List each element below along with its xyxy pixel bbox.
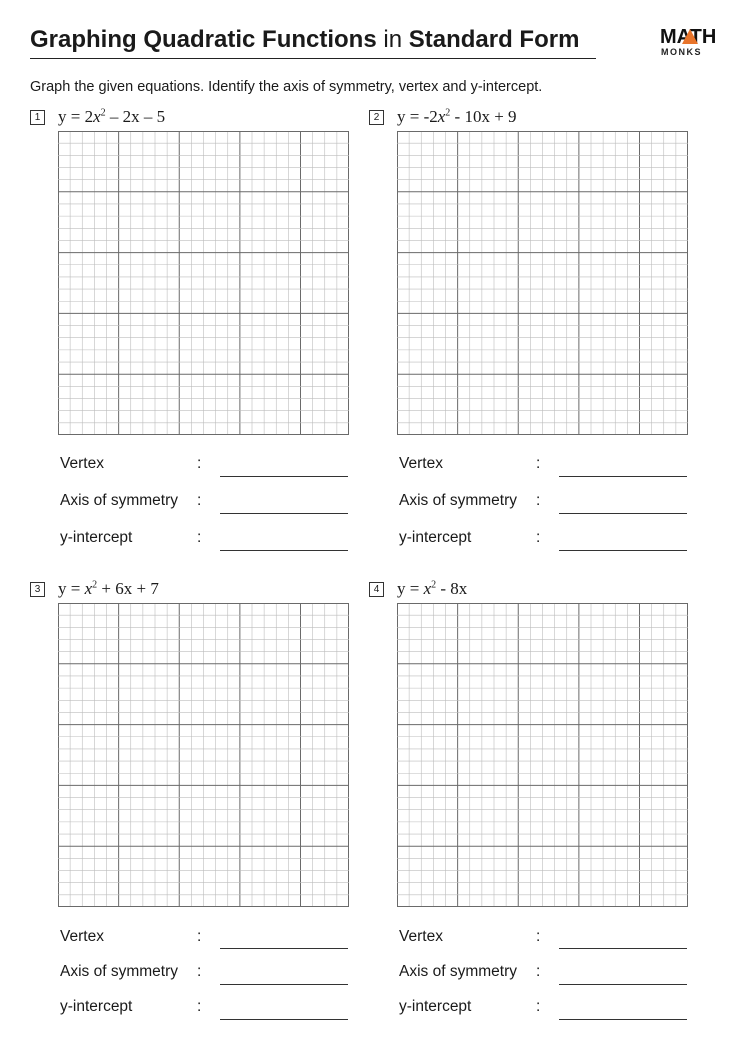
axis-label: Axis of symmetry xyxy=(60,492,178,509)
yint-label: y-intercept xyxy=(399,998,472,1015)
axis-answer-line[interactable] xyxy=(559,513,687,514)
axis-answer-line[interactable] xyxy=(559,984,687,985)
colon: : xyxy=(536,998,541,1015)
vertex-label: Vertex xyxy=(60,455,104,472)
equation: $y = x^2 + 6x + 7$ xyxy=(58,579,159,598)
instructions: Graph the given equations. Identify the axis of symmetry, vertex and y-intercept. xyxy=(30,79,543,95)
colon: : xyxy=(197,529,202,546)
logo-text-bottom: MONKS xyxy=(661,47,702,57)
colon: : xyxy=(197,963,202,980)
colon: : xyxy=(536,529,541,546)
problem-1 xyxy=(30,107,360,557)
vertex-answer-line[interactable] xyxy=(559,476,687,477)
yint-label: y-intercept xyxy=(399,529,472,546)
problem-number: 4 xyxy=(369,582,384,597)
axis-answer-line[interactable] xyxy=(220,984,348,985)
equation: $y = -2x^2 - 10x + 9$ xyxy=(397,107,517,126)
title-underline xyxy=(30,58,596,59)
vertex-label: Vertex xyxy=(399,455,443,472)
title-form: Standard Form xyxy=(408,26,580,53)
math-monks-logo xyxy=(660,26,716,60)
colon: : xyxy=(536,963,541,980)
vertex-answer-line[interactable] xyxy=(220,948,348,949)
logo-triangle-icon xyxy=(682,29,698,44)
yint-answer-line[interactable] xyxy=(559,1019,687,1020)
colon: : xyxy=(197,928,202,945)
yint-answer-line[interactable] xyxy=(559,550,687,551)
equation: $y = 2x^2 - 2x - 5$ xyxy=(58,107,166,126)
colon: : xyxy=(197,455,202,472)
graph-grid[interactable] xyxy=(397,603,688,907)
logo-text-top: MATH xyxy=(660,26,717,48)
colon: : xyxy=(197,998,202,1015)
vertex-label: Vertex xyxy=(399,928,443,945)
graph-grid[interactable] xyxy=(397,131,688,435)
vertex-answer-line[interactable] xyxy=(559,948,687,949)
axis-label: Axis of symmetry xyxy=(399,492,517,509)
problem-2 xyxy=(369,107,699,557)
problem-3 xyxy=(30,579,360,1029)
axis-label: Axis of symmetry xyxy=(60,963,178,980)
equation: $y = x^2 - 8x$ xyxy=(397,579,468,598)
problem-4 xyxy=(369,579,699,1029)
vertex-answer-line[interactable] xyxy=(220,476,348,477)
colon: : xyxy=(197,492,202,509)
axis-answer-line[interactable] xyxy=(220,513,348,514)
colon: : xyxy=(536,455,541,472)
yint-label: y-intercept xyxy=(60,529,133,546)
yint-answer-line[interactable] xyxy=(220,1019,348,1020)
yint-label: y-intercept xyxy=(60,998,133,1015)
problem-number: 2 xyxy=(369,110,384,125)
graph-grid[interactable] xyxy=(58,603,349,907)
problem-number: 1 xyxy=(30,110,45,125)
colon: : xyxy=(536,928,541,945)
page-title xyxy=(30,26,579,54)
axis-label: Axis of symmetry xyxy=(399,963,517,980)
vertex-label: Vertex xyxy=(60,928,104,945)
problem-number: 3 xyxy=(30,582,45,597)
graph-grid[interactable] xyxy=(58,131,349,435)
yint-answer-line[interactable] xyxy=(220,550,348,551)
title-connector: in xyxy=(383,26,403,53)
colon: : xyxy=(536,492,541,509)
title-main: Graphing Quadratic Functions xyxy=(30,26,377,53)
